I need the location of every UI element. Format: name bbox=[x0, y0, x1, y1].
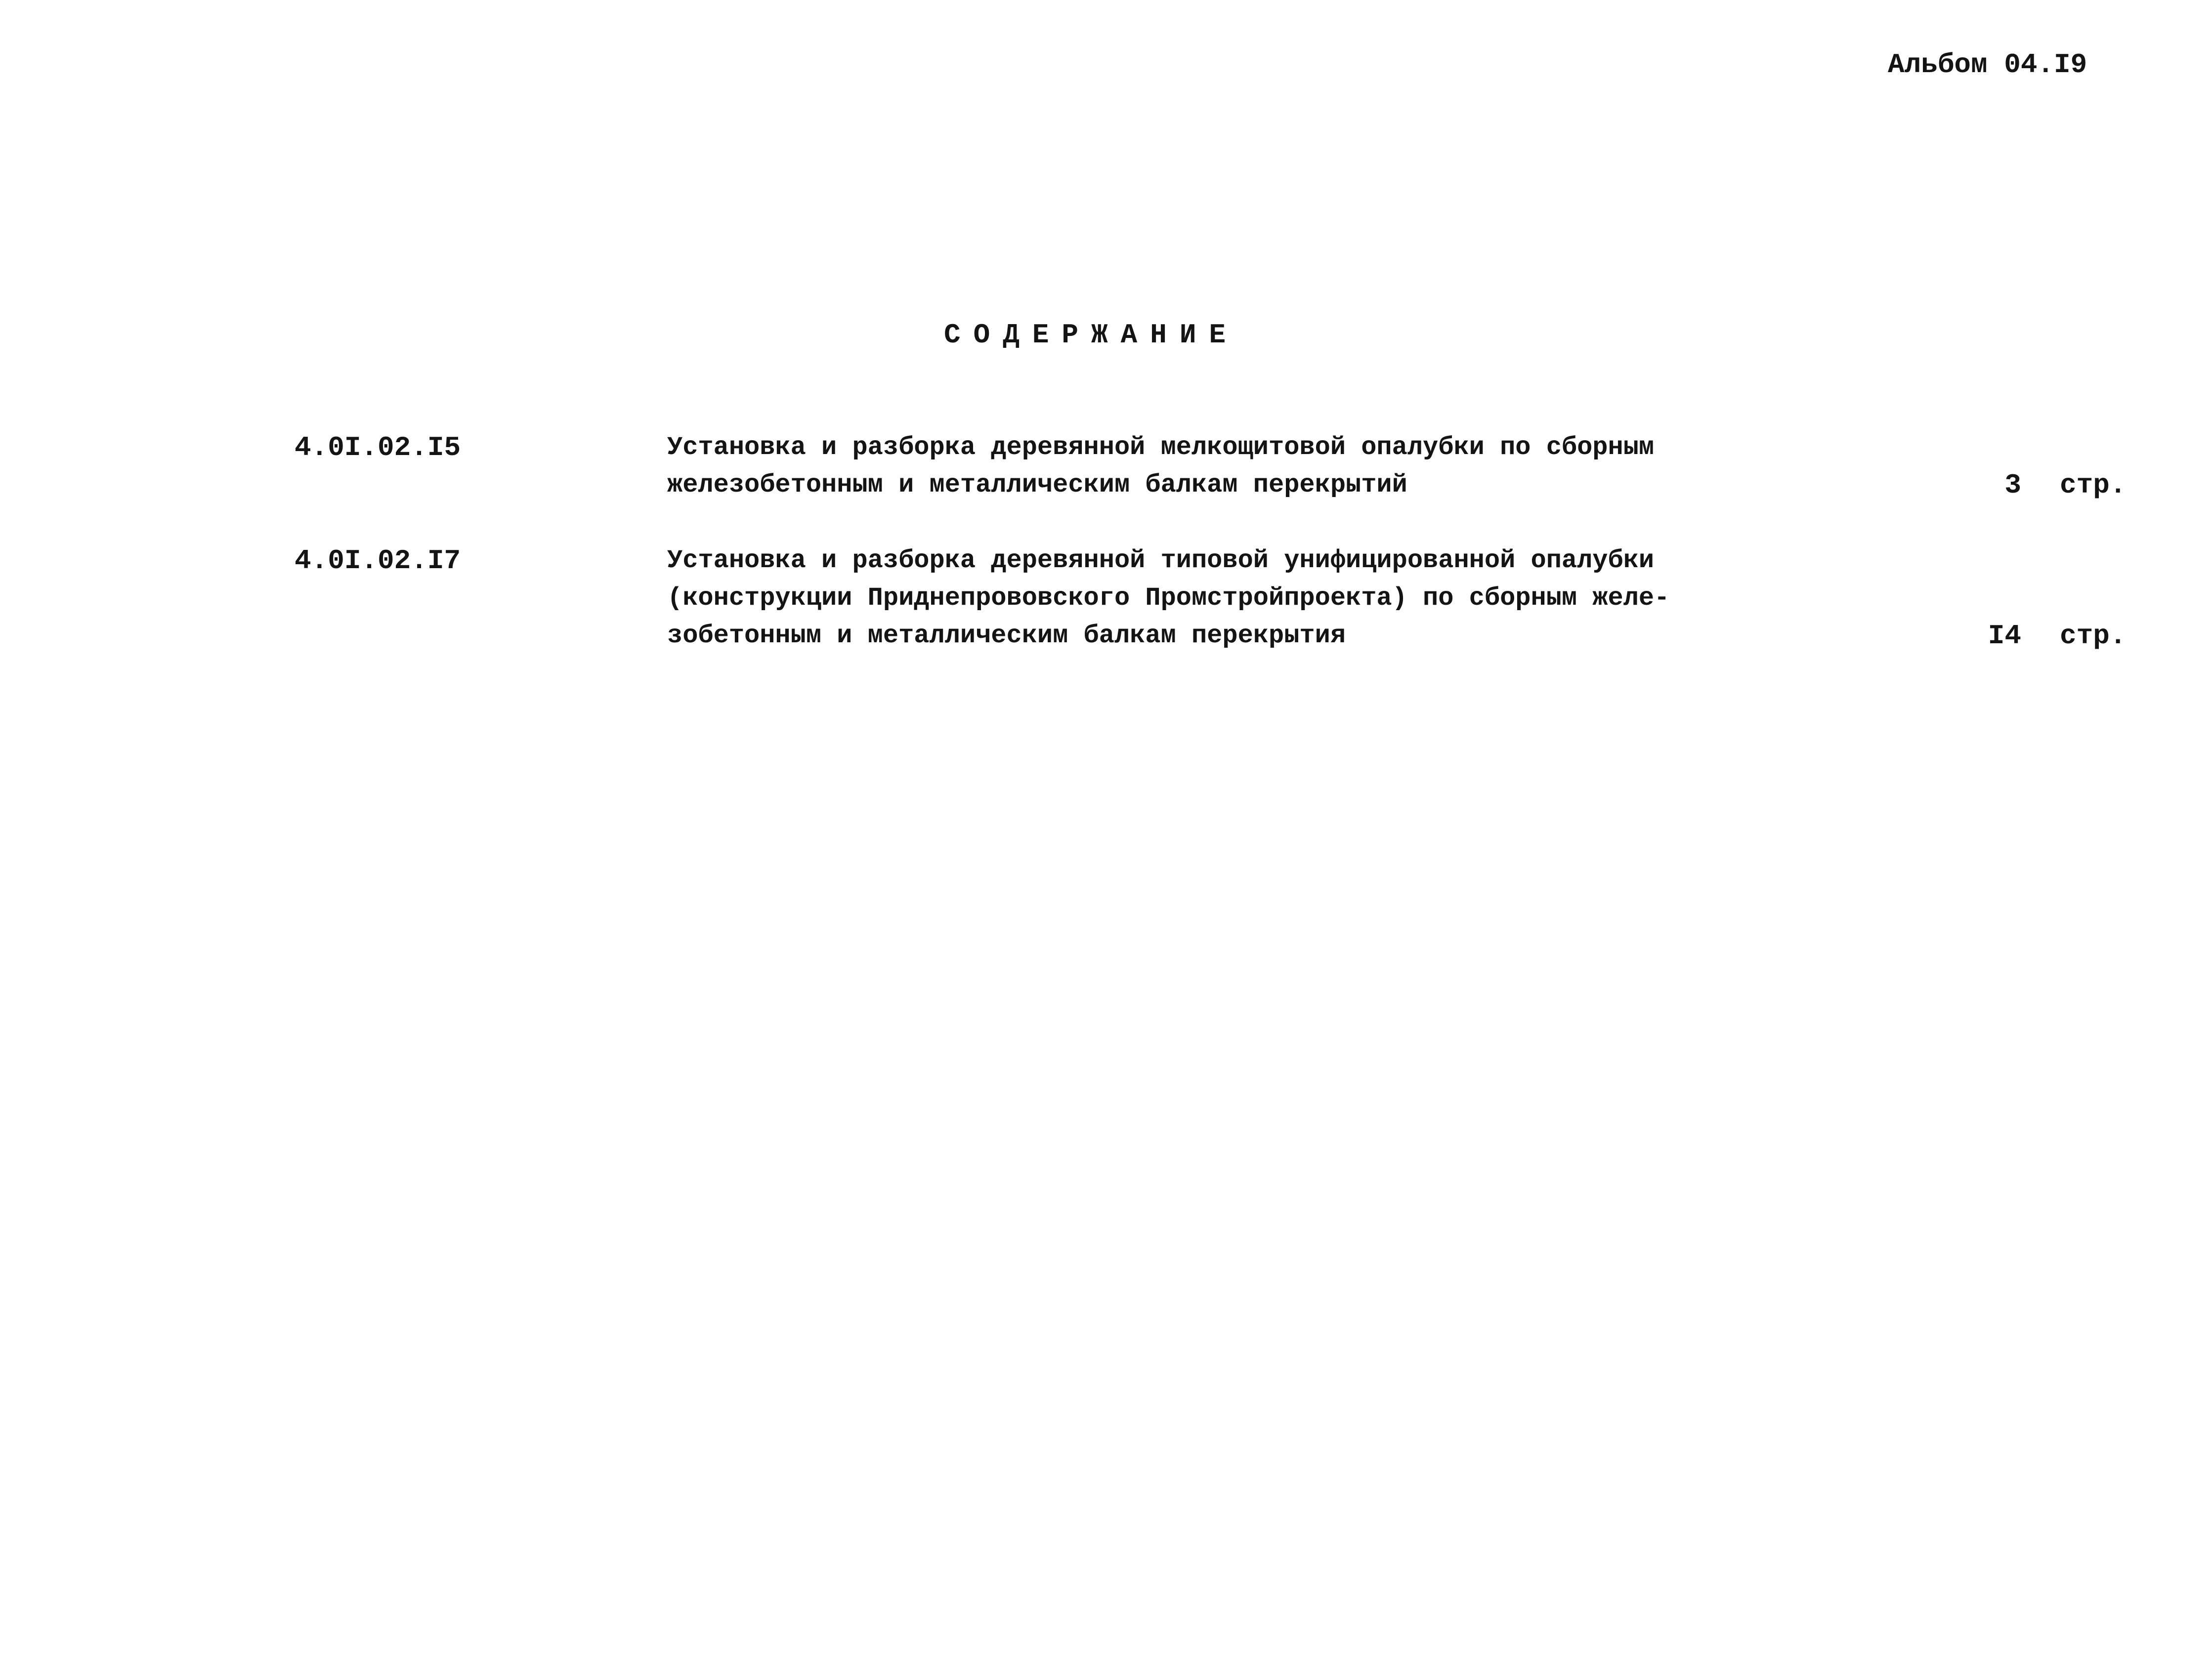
page-title: СОДЕРЖАНИЕ bbox=[944, 319, 1239, 351]
entry-page-unit: стр. bbox=[2060, 469, 2127, 501]
entry-page-unit: стр. bbox=[2060, 620, 2127, 652]
entry-page-number: 3 bbox=[2004, 469, 2021, 501]
entry-description-line: зобетонным и металлическим балкам перекрытия bbox=[667, 621, 1346, 650]
entry-description-line: Установка и разборка деревянной типовой унифицированной опалубки bbox=[667, 546, 1655, 575]
entry-code: 4.0I.02.I5 bbox=[295, 432, 461, 463]
album-number: Альбом 04.I9 bbox=[1888, 49, 2087, 81]
entry-description bbox=[667, 542, 1695, 655]
entry-description-line: Установка и разборка деревянной мелкощитовой опалубки по сборным bbox=[667, 433, 1655, 462]
entry-description bbox=[667, 429, 1695, 504]
entry-code: 4.0I.02.I7 bbox=[295, 545, 461, 577]
entry-description-line: (конструкции Приднепрововского Промстройпроекта) по сборным желе- bbox=[667, 583, 1670, 613]
entry-description-line: железобетонным и металлическим балкам перекрытий bbox=[667, 470, 1407, 499]
entry-page-number: I4 bbox=[1988, 620, 2021, 652]
